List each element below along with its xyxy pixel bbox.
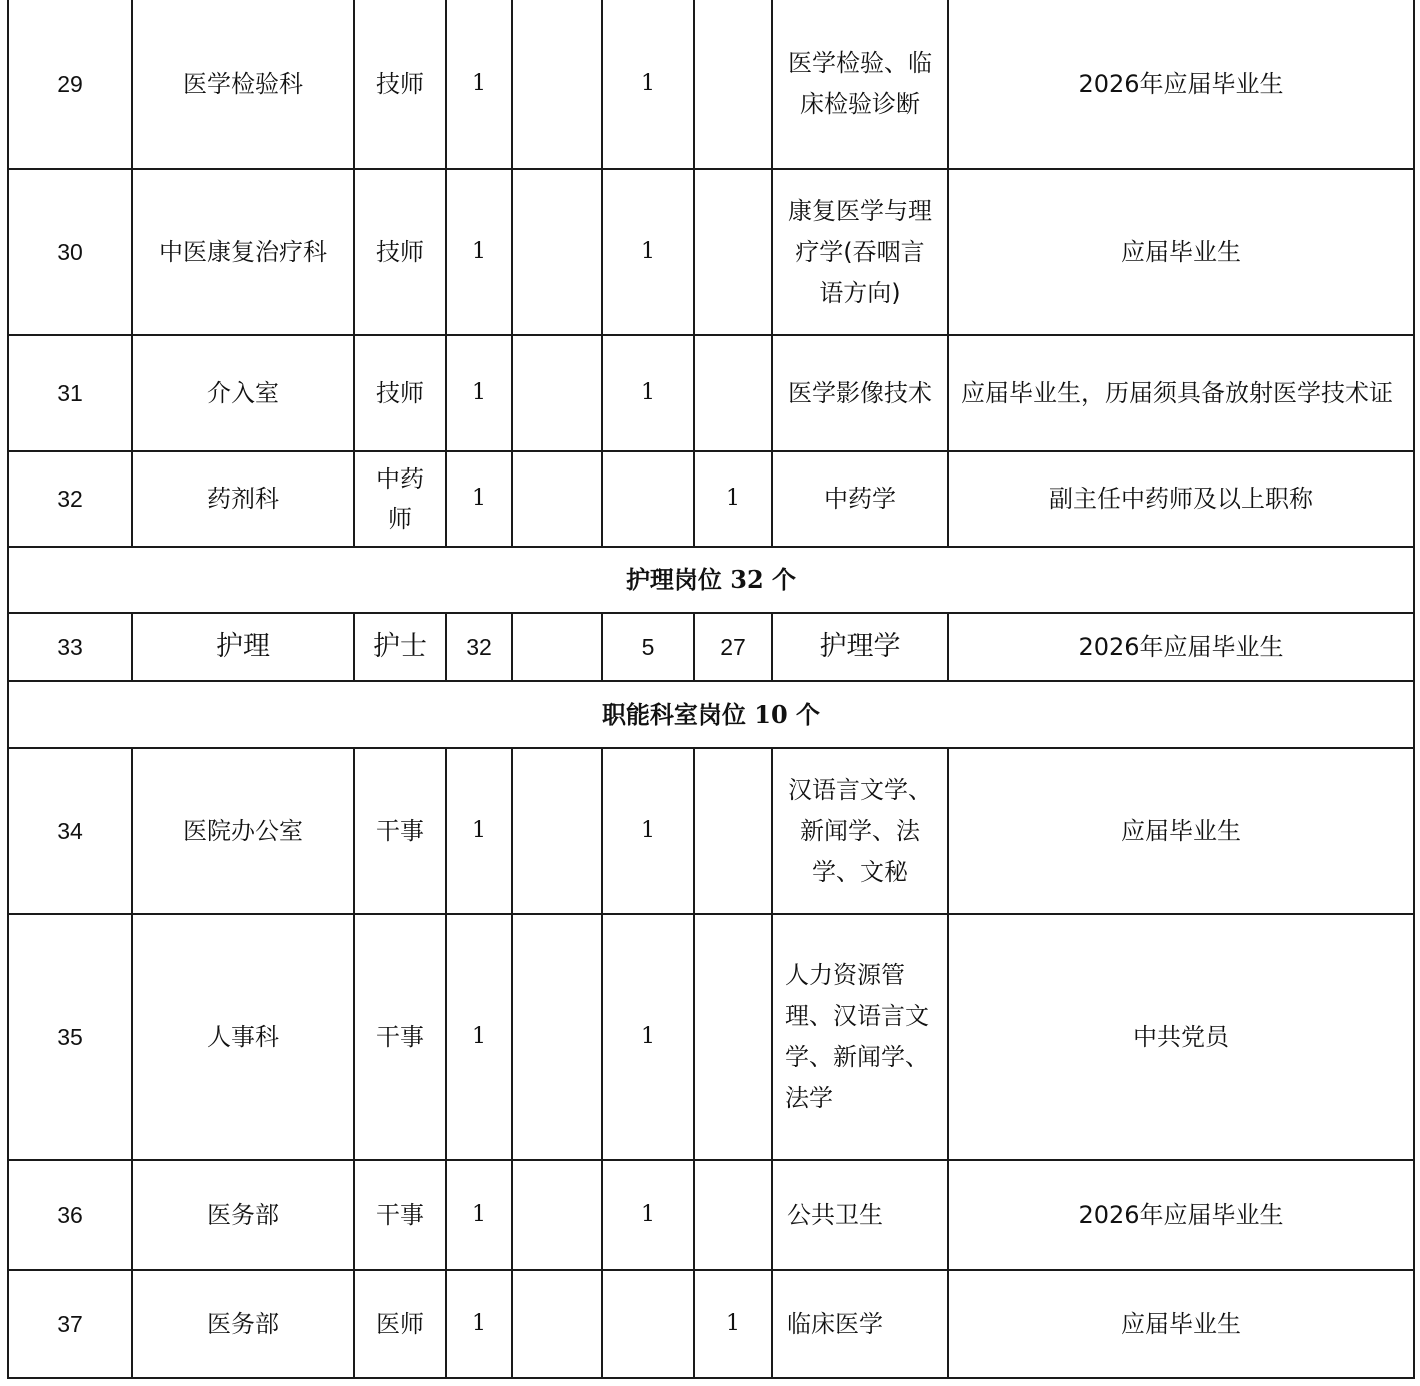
count-cell (694, 169, 772, 335)
row-number: 34 (8, 748, 132, 914)
count-cell (512, 1160, 602, 1270)
row-number: 33 (8, 613, 132, 681)
post-cell: 干事 (354, 914, 446, 1160)
post-cell: 干事 (354, 748, 446, 914)
department-cell: 药剂科 (132, 451, 354, 547)
department-cell: 中医康复治疗科 (132, 169, 354, 335)
count-cell: 1 (602, 914, 694, 1160)
row-number: 32 (8, 451, 132, 547)
post-cell: 技师 (354, 335, 446, 451)
count-cell (602, 1270, 694, 1378)
count-cell (694, 335, 772, 451)
major-cell: 人力资源管理、汉语言文学、新闻学、法学 (772, 914, 948, 1160)
table-row (8, 451, 1414, 547)
section-row-nursing (8, 547, 1414, 613)
major-cell: 汉语言文学、新闻学、法学、文秘 (772, 748, 948, 914)
count-cell: 1 (602, 169, 694, 335)
total-count-cell: 1 (446, 914, 512, 1160)
table-row (8, 748, 1414, 914)
count-cell: 1 (602, 335, 694, 451)
count-cell: 27 (694, 613, 772, 681)
post-cell: 干事 (354, 1160, 446, 1270)
major-cell: 护理学 (772, 613, 948, 681)
requirement-cell: 2026年应届毕业生 (948, 613, 1414, 681)
count-cell (694, 748, 772, 914)
major-cell: 中药学 (772, 451, 948, 547)
total-count-cell: 1 (446, 0, 512, 169)
count-cell: 1 (602, 1160, 694, 1270)
major-cell: 公共卫生 (772, 1160, 948, 1270)
requirement-cell: 副主任中药师及以上职称 (948, 451, 1414, 547)
total-count-cell: 1 (446, 335, 512, 451)
count-cell (694, 914, 772, 1160)
count-cell (512, 1270, 602, 1378)
row-number: 30 (8, 169, 132, 335)
table-row (8, 914, 1414, 1160)
table-row (8, 169, 1414, 335)
table-row (8, 335, 1414, 451)
row-number: 36 (8, 1160, 132, 1270)
count-cell: 1 (694, 451, 772, 547)
total-count-cell: 1 (446, 1270, 512, 1378)
department-cell: 护理 (132, 613, 354, 681)
department-cell: 介入室 (132, 335, 354, 451)
total-count-cell: 1 (446, 451, 512, 547)
table-row (8, 0, 1414, 169)
total-count-cell: 1 (446, 748, 512, 914)
total-count-cell: 1 (446, 1160, 512, 1270)
major-cell: 临床医学 (772, 1270, 948, 1378)
count-cell (512, 748, 602, 914)
department-cell: 医学检验科 (132, 0, 354, 169)
section-title-nursing: 护理岗位 32 个 (8, 547, 1414, 613)
row-number: 31 (8, 335, 132, 451)
requirement-cell: 2026年应届毕业生 (948, 0, 1414, 169)
department-cell: 人事科 (132, 914, 354, 1160)
recruitment-table (7, 0, 1415, 1379)
count-cell (694, 1160, 772, 1270)
table-row (8, 1270, 1414, 1378)
row-number: 35 (8, 914, 132, 1160)
count-cell (512, 613, 602, 681)
post-cell: 技师 (354, 0, 446, 169)
post-cell: 中药师 (354, 451, 446, 547)
count-cell: 5 (602, 613, 694, 681)
count-cell: 1 (694, 1270, 772, 1378)
department-cell: 医务部 (132, 1270, 354, 1378)
requirement-cell: 应届毕业生 (948, 169, 1414, 335)
count-cell (512, 914, 602, 1160)
requirement-cell: 应届毕业生 (948, 1270, 1414, 1378)
major-cell: 医学检验、临床检验诊断 (772, 0, 948, 169)
count-cell (512, 451, 602, 547)
count-cell (512, 169, 602, 335)
section-row-admin (8, 681, 1414, 748)
major-cell: 康复医学与理疗学(吞咽言语方向) (772, 169, 948, 335)
total-count-cell: 1 (446, 169, 512, 335)
table-row (8, 613, 1414, 681)
count-cell: 1 (602, 0, 694, 169)
requirement-cell: 2026年应届毕业生 (948, 1160, 1414, 1270)
section-title-admin: 职能科室岗位 10 个 (8, 681, 1414, 748)
post-cell: 医师 (354, 1270, 446, 1378)
row-number: 29 (8, 0, 132, 169)
count-cell (512, 0, 602, 169)
requirement-cell: 中共党员 (948, 914, 1414, 1160)
total-count-cell: 32 (446, 613, 512, 681)
count-cell (694, 0, 772, 169)
post-cell: 护士 (354, 613, 446, 681)
count-cell (512, 335, 602, 451)
requirement-cell: 应届毕业生，历届须具备放射医学技术证 (948, 335, 1414, 451)
major-cell: 医学影像技术 (772, 335, 948, 451)
row-number: 37 (8, 1270, 132, 1378)
count-cell (602, 451, 694, 547)
post-cell: 技师 (354, 169, 446, 335)
requirement-cell: 应届毕业生 (948, 748, 1414, 914)
department-cell: 医务部 (132, 1160, 354, 1270)
count-cell: 1 (602, 748, 694, 914)
department-cell: 医院办公室 (132, 748, 354, 914)
table-row (8, 1160, 1414, 1270)
